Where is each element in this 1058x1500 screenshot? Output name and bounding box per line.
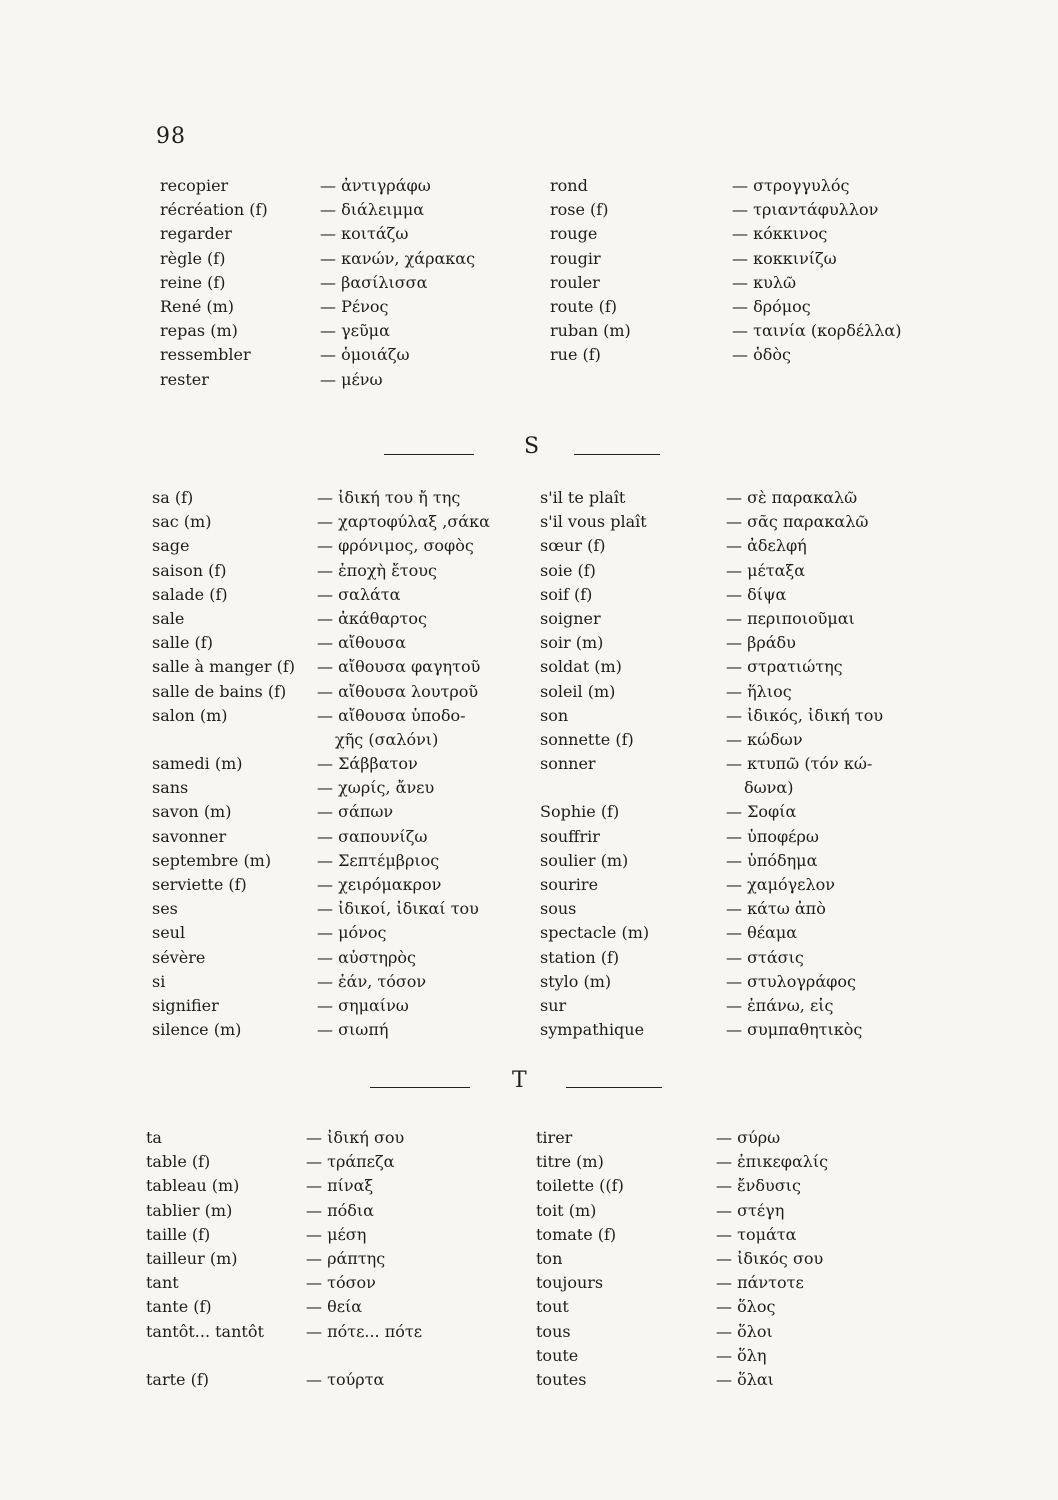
french-word: son xyxy=(540,705,569,725)
french-word: regarder xyxy=(160,224,232,244)
greek-translation: — σαπουνίζω xyxy=(317,826,428,846)
dictionary-entry xyxy=(540,559,940,583)
french-word: salon (m) xyxy=(152,705,228,725)
french-word: rester xyxy=(160,369,209,389)
french-word: ressembler xyxy=(160,345,251,365)
french-word: tout xyxy=(536,1297,569,1317)
greek-translation: — μένω xyxy=(320,369,383,389)
greek-translation: — ἔνδυσις xyxy=(716,1176,801,1196)
french-word: tant xyxy=(146,1273,179,1293)
greek-translation: — ἐποχὴ ἔτους xyxy=(317,560,437,580)
french-word: titre (m) xyxy=(536,1152,604,1172)
greek-translation: — κυλῶ xyxy=(732,272,796,292)
dictionary-entry xyxy=(536,1295,936,1319)
greek-translation: — σύρω xyxy=(716,1128,781,1147)
greek-translation: — ἰδικοί, ἰδικαί του xyxy=(317,899,479,919)
greek-translation: — Σοφία xyxy=(726,802,797,822)
greek-translation: — πότε... πότε xyxy=(306,1321,423,1341)
greek-translation: — στυλογράφος xyxy=(726,971,856,991)
french-word: soldat (m) xyxy=(540,657,622,677)
dictionary-entry xyxy=(146,1126,506,1150)
dictionary-entry xyxy=(536,1344,936,1368)
french-word: sonner xyxy=(540,754,596,774)
greek-translation: — ράπτης xyxy=(306,1248,386,1268)
french-word: tirer xyxy=(536,1128,573,1147)
dictionary-entry xyxy=(160,247,500,271)
t-right-column xyxy=(536,1126,936,1392)
french-word: salade (f) xyxy=(152,584,228,604)
dictionary-entry xyxy=(160,368,500,392)
dictionary-entry xyxy=(146,1150,506,1174)
french-word: sur xyxy=(540,995,567,1015)
greek-translation: — περιποιοῦμαι xyxy=(726,608,855,628)
greek-translation: — θέαμα xyxy=(726,923,798,943)
french-word: savonner xyxy=(152,826,227,846)
greek-translation: — Σάββατον xyxy=(317,754,418,774)
greek-translation: — σάπων xyxy=(317,802,394,822)
greek-translation: — κανών, χάρακας xyxy=(320,248,476,268)
dictionary-entry xyxy=(152,825,512,849)
dictionary-entry xyxy=(146,1344,506,1368)
greek-translation: — τράπεζα xyxy=(306,1152,395,1172)
dictionary-entry xyxy=(536,1150,936,1174)
french-word: sac (m) xyxy=(152,512,212,532)
s-left-rule xyxy=(384,454,474,455)
dictionary-entry xyxy=(152,583,512,607)
french-word: tante (f) xyxy=(146,1297,212,1317)
french-word: station (f) xyxy=(540,947,620,967)
greek-translation: — μόνος xyxy=(317,923,387,943)
dictionary-entry xyxy=(160,343,500,367)
french-word: récréation (f) xyxy=(160,200,268,220)
greek-translation: — αἴθουσα ὑποδο- xyxy=(317,705,466,725)
greek-translation: — χωρίς, ἄνευ xyxy=(317,778,435,798)
french-word: toilette ((f) xyxy=(536,1176,624,1196)
greek-translation: — διάλειμμα xyxy=(320,200,425,220)
greek-translation: — ὅλος xyxy=(716,1297,776,1317)
r-right-column xyxy=(550,174,950,368)
page-number: 98 xyxy=(156,124,186,149)
greek-translation: — ἀντιγράφω xyxy=(320,176,431,195)
dictionary-entry xyxy=(146,1368,506,1392)
greek-translation: — φρόνιμος, σοφὸς xyxy=(317,536,474,556)
dictionary-entry xyxy=(536,1271,936,1295)
french-word: sœur (f) xyxy=(540,536,606,556)
dictionary-entry xyxy=(160,174,500,198)
dictionary-entry xyxy=(540,970,940,994)
t-right-rule xyxy=(566,1087,662,1088)
dictionary-entry xyxy=(540,946,940,970)
french-word: salle à manger (f) xyxy=(152,657,296,677)
french-word: table (f) xyxy=(146,1152,211,1172)
greek-translation: — μέση xyxy=(306,1224,367,1244)
greek-translation: — ὑποφέρω xyxy=(726,826,819,846)
dictionary-entry xyxy=(540,583,940,607)
dictionary-entry xyxy=(550,222,950,246)
dictionary-entry xyxy=(536,1223,936,1247)
french-word: serviette (f) xyxy=(152,875,247,894)
french-word: René (m) xyxy=(160,296,235,316)
greek-translation: — σιωπή xyxy=(317,1020,389,1040)
s-right-column xyxy=(540,486,940,1042)
greek-translation: χῆς (σαλόνι) xyxy=(335,729,439,749)
greek-translation: — σᾶς παρακαλῶ xyxy=(726,512,869,532)
s-left-column xyxy=(152,486,512,1042)
french-word: ses xyxy=(152,899,178,919)
greek-translation: — ἀδελφή xyxy=(726,536,807,556)
dictionary-entry xyxy=(146,1174,506,1198)
dictionary-entry xyxy=(146,1295,506,1319)
french-word: ta xyxy=(146,1128,162,1147)
greek-translation: — ἰδική του ἤ της xyxy=(317,488,461,507)
dictionary-entry xyxy=(540,510,940,534)
s-right-rule xyxy=(574,454,660,455)
greek-translation: — κάτω ἀπὸ xyxy=(726,899,826,919)
greek-translation: — αἴθουσα xyxy=(317,633,406,653)
french-word: silence (m) xyxy=(152,1020,242,1040)
greek-translation: — τομάτα xyxy=(716,1224,797,1244)
french-word: toute xyxy=(536,1345,579,1365)
dictionary-entry xyxy=(536,1247,936,1271)
french-word: sous xyxy=(540,899,577,919)
french-word: toit (m) xyxy=(536,1200,597,1220)
greek-translation: — θεία xyxy=(306,1297,363,1317)
dictionary-entry xyxy=(540,873,940,897)
dictionary-entry xyxy=(540,655,940,679)
greek-translation: — ἰδική σου xyxy=(306,1128,405,1147)
dictionary-entry xyxy=(540,607,940,631)
french-word: toutes xyxy=(536,1369,587,1389)
dictionary-entry xyxy=(540,728,940,752)
dictionary-entry xyxy=(540,897,940,921)
greek-translation: — ὅλαι xyxy=(716,1369,774,1389)
greek-translation: — ἐπάνω, εἰς xyxy=(726,995,834,1015)
dictionary-entry xyxy=(540,534,940,558)
dictionary-entry xyxy=(146,1271,506,1295)
french-word: rouge xyxy=(550,224,598,244)
t-left-column xyxy=(146,1126,506,1392)
dictionary-entry xyxy=(536,1368,936,1392)
french-word: Sophie (f) xyxy=(540,802,620,822)
dictionary-entry xyxy=(146,1247,506,1271)
greek-translation: — πίναξ xyxy=(306,1176,374,1196)
dictionary-entry xyxy=(152,994,512,1018)
section-letter-s: S xyxy=(524,434,540,459)
french-word: taille (f) xyxy=(146,1224,211,1244)
french-word: repas (m) xyxy=(160,321,238,341)
dictionary-entry xyxy=(550,174,950,198)
french-word: soigner xyxy=(540,608,601,628)
greek-translation: — κοκκινίζω xyxy=(732,248,837,268)
greek-translation: — στρατιώτης xyxy=(726,657,843,677)
dictionary-entry xyxy=(540,680,940,704)
french-word: sévère xyxy=(152,947,206,967)
greek-translation: — αἴθουσα φαγητοῦ xyxy=(317,657,481,677)
french-word: spectacle (m) xyxy=(540,923,650,943)
t-left-rule xyxy=(370,1087,470,1088)
dictionary-entry xyxy=(152,559,512,583)
french-word: saison (f) xyxy=(152,560,227,580)
french-word: sage xyxy=(152,536,190,556)
french-word: sympathique xyxy=(540,1020,645,1040)
french-word: reine (f) xyxy=(160,272,226,292)
french-word: tailleur (m) xyxy=(146,1248,238,1268)
french-word: soleil (m) xyxy=(540,681,616,701)
greek-translation: — ἰδικός, ἰδική του xyxy=(726,705,884,725)
dictionary-entry xyxy=(540,704,940,728)
greek-translation: — δίψα xyxy=(726,584,787,604)
greek-translation: δωνα) xyxy=(744,778,794,798)
greek-translation: — ταινία (κορδέλλα) xyxy=(732,321,902,341)
dictionary-entry xyxy=(152,897,512,921)
dictionary-entry xyxy=(160,198,500,222)
french-word: souffrir xyxy=(540,826,600,846)
dictionary-entry xyxy=(146,1320,506,1344)
dictionary-entry xyxy=(152,680,512,704)
greek-translation: — ἰδικός σου xyxy=(716,1248,824,1268)
french-word: soif (f) xyxy=(540,584,593,604)
french-word: rue (f) xyxy=(550,345,601,365)
french-word: samedi (m) xyxy=(152,754,243,774)
dictionary-entry xyxy=(146,1199,506,1223)
greek-translation: — ὁμοιάζω xyxy=(320,345,410,365)
greek-translation: — σαλάτα xyxy=(317,584,401,604)
greek-translation: — βασίλισσα xyxy=(320,272,428,292)
dictionary-entry xyxy=(152,704,512,728)
dictionary-entry xyxy=(540,994,940,1018)
french-word: tous xyxy=(536,1321,571,1341)
dictionary-entry xyxy=(540,849,940,873)
greek-translation: — στάσις xyxy=(726,947,804,967)
french-word: rouler xyxy=(550,272,600,292)
dictionary-entry xyxy=(540,631,940,655)
section-letter-t: T xyxy=(512,1068,527,1093)
french-word: stylo (m) xyxy=(540,971,612,991)
french-word: sonnette (f) xyxy=(540,729,634,749)
french-word: sans xyxy=(152,778,189,798)
french-word: soir (m) xyxy=(540,633,604,653)
greek-translation: — Ρένος xyxy=(320,296,389,316)
french-word: seul xyxy=(152,923,186,943)
dictionary-entry xyxy=(152,752,512,776)
dictionary-entry xyxy=(550,319,950,343)
dictionary-entry xyxy=(536,1174,936,1198)
greek-translation: — στρογγυλός xyxy=(732,176,850,195)
greek-translation: — μέταξα xyxy=(726,560,806,580)
dictionary-entry xyxy=(152,776,512,800)
french-word: si xyxy=(152,971,166,991)
dictionary-entry xyxy=(152,607,512,631)
french-word: s'il vous plaît xyxy=(540,512,647,532)
greek-translation: — πάντοτε xyxy=(716,1273,804,1293)
dictionary-entry xyxy=(152,486,512,510)
dictionary-entry xyxy=(152,970,512,994)
dictionary-entry xyxy=(540,825,940,849)
dictionary-entry xyxy=(152,655,512,679)
french-word: toujours xyxy=(536,1273,604,1293)
french-word: soie (f) xyxy=(540,560,596,580)
french-word: ton xyxy=(536,1248,563,1268)
dictionary-entry xyxy=(550,247,950,271)
greek-translation: — ὅλοι xyxy=(716,1321,773,1341)
greek-translation: — κτυπῶ (τόν κώ- xyxy=(726,754,873,774)
greek-translation: — κοιτάζω xyxy=(320,224,409,244)
french-word: s'il te plaît xyxy=(540,488,626,507)
greek-translation: — κόκκινος xyxy=(732,224,828,244)
dictionary-entry xyxy=(152,510,512,534)
dictionary-entry xyxy=(540,486,940,510)
dictionary-entry xyxy=(152,921,512,945)
dictionary-entry xyxy=(152,800,512,824)
greek-translation: — δρόμος xyxy=(732,296,811,316)
greek-translation: — ὅλη xyxy=(716,1345,767,1365)
dictionary-entry xyxy=(550,271,950,295)
dictionary-entry xyxy=(160,295,500,319)
french-word: règle (f) xyxy=(160,248,226,268)
greek-translation: — χαμόγελον xyxy=(726,875,835,894)
greek-translation: — ἐάν, τόσον xyxy=(317,971,427,991)
greek-translation: — τριαντάφυλλον xyxy=(732,200,879,220)
greek-translation: — σημαίνω xyxy=(317,995,409,1015)
dictionary-entry xyxy=(540,800,940,824)
greek-translation: — πόδια xyxy=(306,1200,374,1220)
french-word: tomate (f) xyxy=(536,1224,617,1244)
greek-translation: — χειρόμακρον xyxy=(317,875,442,894)
french-word: rougir xyxy=(550,248,601,268)
dictionary-entry xyxy=(160,271,500,295)
dictionary-entry xyxy=(160,319,500,343)
dictionary-entry xyxy=(152,873,512,897)
french-word: ruban (m) xyxy=(550,321,631,341)
greek-translation: — γεῦμα xyxy=(320,321,390,341)
french-word: tablier (m) xyxy=(146,1200,233,1220)
french-word: rose (f) xyxy=(550,200,609,220)
greek-translation: — ἐπικεφαλίς xyxy=(716,1152,829,1172)
dictionary-entry xyxy=(160,222,500,246)
french-word: tableau (m) xyxy=(146,1176,240,1196)
french-word: sale xyxy=(152,608,185,628)
dictionary-entry xyxy=(536,1126,936,1150)
dictionary-entry xyxy=(152,946,512,970)
french-word: sourire xyxy=(540,875,599,894)
greek-translation: — Σεπτέμβριος xyxy=(317,850,440,870)
dictionary-entry xyxy=(550,295,950,319)
dictionary-entry xyxy=(152,849,512,873)
dictionary-entry xyxy=(550,198,950,222)
french-word: soulier (m) xyxy=(540,850,629,870)
greek-translation: — ἥλιος xyxy=(726,681,792,701)
dictionary-entry xyxy=(152,1018,512,1042)
greek-translation: — χαρτοφύλαξ ,σάκα xyxy=(317,512,490,532)
dictionary-entry xyxy=(540,776,940,800)
greek-translation: — ὑπόδημα xyxy=(726,850,818,870)
french-word: tarte (f) xyxy=(146,1369,210,1389)
dictionary-entry xyxy=(550,343,950,367)
greek-translation: — αὐστηρὸς xyxy=(317,947,416,967)
dictionary-entry xyxy=(152,534,512,558)
dictionary-entry xyxy=(152,631,512,655)
dictionary-entry xyxy=(540,1018,940,1042)
french-word: savon (m) xyxy=(152,802,232,822)
greek-translation: — κώδων xyxy=(726,729,803,749)
dictionary-entry xyxy=(536,1320,936,1344)
french-word: sa (f) xyxy=(152,488,194,507)
r-left-column xyxy=(160,174,500,392)
greek-translation: — ἀκάθαρτος xyxy=(317,608,427,628)
french-word: salle de bains (f) xyxy=(152,681,287,701)
dictionary-entry xyxy=(146,1223,506,1247)
greek-translation: — τούρτα xyxy=(306,1369,385,1389)
dictionary-entry xyxy=(540,921,940,945)
greek-translation: — ὁδὸς xyxy=(732,345,791,365)
greek-translation: — στέγη xyxy=(716,1200,785,1220)
greek-translation: — σὲ παρακαλῶ xyxy=(726,488,858,507)
dictionary-entry xyxy=(540,752,940,776)
greek-translation: — αἴθουσα λουτροῦ xyxy=(317,681,479,701)
french-word: recopier xyxy=(160,176,229,195)
greek-translation: — τόσον xyxy=(306,1273,376,1293)
greek-translation: — βράδυ xyxy=(726,633,796,653)
french-word: salle (f) xyxy=(152,633,213,653)
french-word: tantôt... tantôt xyxy=(146,1321,264,1341)
french-word: signifier xyxy=(152,995,219,1015)
dictionary-entry xyxy=(536,1199,936,1223)
french-word: septembre (m) xyxy=(152,850,272,870)
french-word: route (f) xyxy=(550,296,617,316)
dictionary-entry xyxy=(152,728,512,752)
greek-translation: — συμπαθητικὸς xyxy=(726,1020,863,1040)
french-word: rond xyxy=(550,176,588,195)
